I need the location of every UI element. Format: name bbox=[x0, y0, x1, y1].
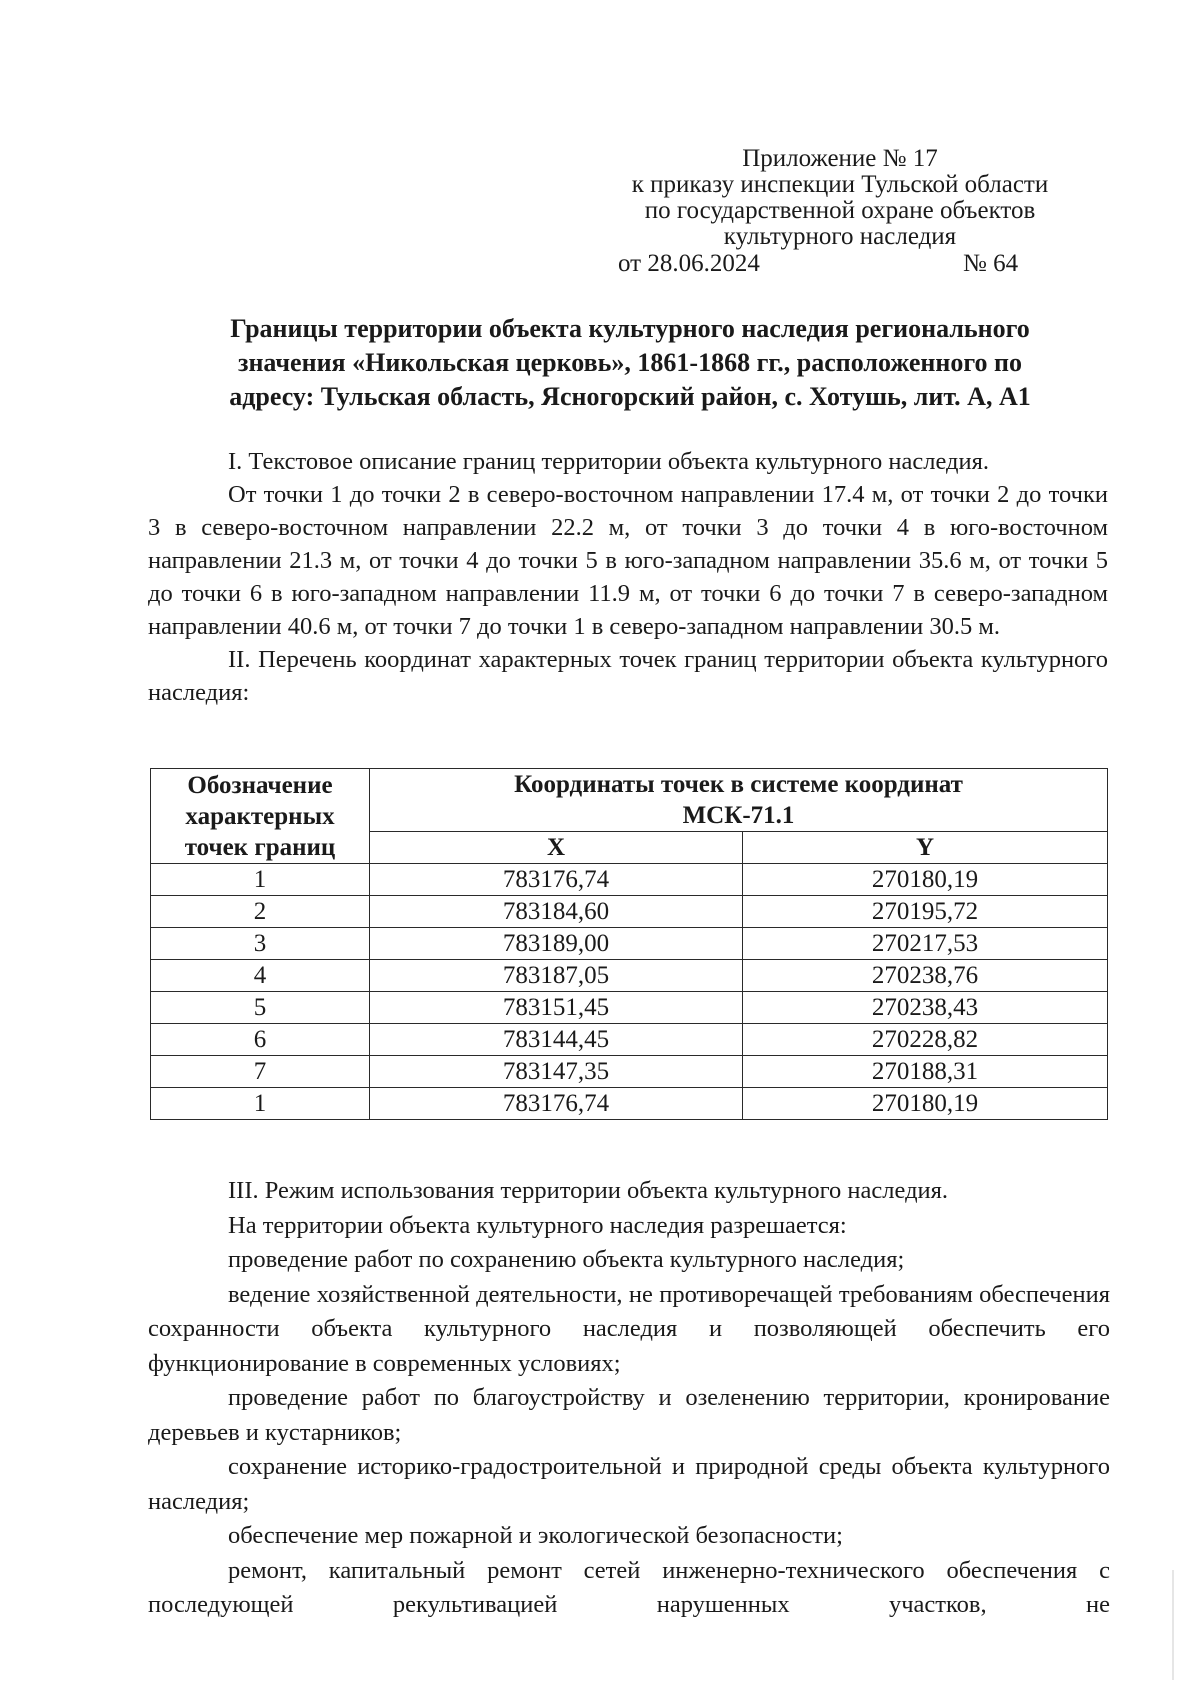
order-number: № 64 bbox=[963, 250, 1019, 277]
y-cell: 270180,19 bbox=[743, 864, 1108, 896]
table-row bbox=[151, 864, 1108, 896]
title-line-1: Границы территории объекта культурного наследия регионального bbox=[230, 314, 1030, 343]
list-item: проведение работ по благоустройству и озеленению территории, кронирование деревьев и кустарников; bbox=[148, 1384, 1110, 1446]
x-cell: 783176,74 bbox=[370, 1088, 743, 1120]
section-3 bbox=[148, 1174, 1110, 1623]
appendix-header bbox=[580, 146, 1100, 250]
document-title bbox=[150, 312, 1110, 414]
x-cell: 783144,45 bbox=[370, 1024, 743, 1056]
y-cell: 270180,19 bbox=[743, 1088, 1108, 1120]
table-row bbox=[151, 992, 1108, 1024]
section-1 bbox=[148, 445, 1108, 709]
x-cell: 783147,35 bbox=[370, 1056, 743, 1088]
list-item: обеспечение мер пожарной и экологической безопасности; bbox=[228, 1522, 843, 1549]
point-cell: 6 bbox=[151, 1024, 370, 1056]
list-item: проведение работ по сохранению объекта культурного наследия; bbox=[228, 1246, 905, 1273]
y-cell: 270228,82 bbox=[743, 1024, 1108, 1056]
point-cell: 7 bbox=[151, 1056, 370, 1088]
table-row bbox=[151, 896, 1108, 928]
title-line-2: значения «Никольская церковь», 1861-1868 гг., расположенного по bbox=[238, 348, 1022, 377]
list-item: сохранение историко-градостроительной и природной среды объекта культурного наследия; bbox=[148, 1453, 1110, 1515]
section-3-heading: III. Режим использования территории объекта культурного наследия. bbox=[228, 1177, 949, 1204]
y-cell: 270195,72 bbox=[743, 896, 1108, 928]
section-2-heading: II. Перечень координат характерных точек границ территории объекта культурного наследия: bbox=[148, 646, 1108, 706]
section-3-intro: На территории объекта культурного наследия разрешается: bbox=[228, 1211, 847, 1239]
scan-edge-mark bbox=[1172, 1570, 1174, 1680]
x-cell: 783189,00 bbox=[370, 928, 743, 960]
coordinates-table bbox=[150, 768, 1108, 1120]
section-1-text: От точки 1 до точки 2 в северо-восточном направлении 17.4 м, от точки 2 до точки 3 в северо-восточном направлении 22.2 м, от точки 3 до точки 4 в юго-восточном направлении 21.3 м, от точки 4 до точки 5 в юго-западном направлении 35.6 м, от точки 5 до точки 6 в юго-западном направлении 11.9 м, от точки 6 до точки 7 в северо-западном направлении 40.6 м, от точки 7 до точки 1 в северо-западном направлении 30.5 м. bbox=[148, 481, 1108, 640]
order-date: от 28.06.2024 bbox=[618, 250, 760, 277]
list-item: ведение хозяйственной деятельности, не противоречащей требованиям обеспечения сохранности объекта культурного наследия и позволяющей обеспечить его функционирование в современных условиях; bbox=[148, 1280, 1110, 1377]
title-line-3: адресу: Тульская область, Ясногорский район, с. Хотушь, лит. А, А1 bbox=[229, 382, 1031, 411]
table-row bbox=[151, 928, 1108, 960]
x-cell: 783184,60 bbox=[370, 896, 743, 928]
point-cell: 4 bbox=[151, 960, 370, 992]
point-cell: 1 bbox=[151, 1088, 370, 1120]
y-header: Y bbox=[743, 832, 1108, 864]
point-designation-header: Обозначение характерных точек границ bbox=[151, 769, 370, 864]
coordinate-system-header-line-2: МСК-71.1 bbox=[682, 802, 795, 829]
x-cell: 783176,74 bbox=[370, 864, 743, 896]
point-cell: 3 bbox=[151, 928, 370, 960]
x-cell: 783187,05 bbox=[370, 960, 743, 992]
appendix-heritage-line: культурного наследия bbox=[723, 223, 957, 250]
appendix-authority-line: по государственной охране объектов bbox=[644, 197, 1036, 224]
y-cell: 270188,31 bbox=[743, 1056, 1108, 1088]
x-header: X bbox=[370, 832, 743, 864]
table-row bbox=[151, 960, 1108, 992]
point-cell: 5 bbox=[151, 992, 370, 1024]
table-row bbox=[151, 1088, 1108, 1120]
point-cell: 1 bbox=[151, 864, 370, 896]
appendix-order-line: к приказу инспекции Тульской области bbox=[631, 171, 1049, 198]
coordinate-system-header-line-1: Координаты точек в системе координат bbox=[514, 771, 963, 798]
coordinate-system-header bbox=[370, 769, 1108, 832]
y-cell: 270238,43 bbox=[743, 992, 1108, 1024]
y-cell: 270238,76 bbox=[743, 960, 1108, 992]
appendix-number: Приложение № 17 bbox=[742, 145, 938, 172]
point-cell: 2 bbox=[151, 896, 370, 928]
section-1-heading: I. Текстовое описание границ территории объекта культурного наследия. bbox=[228, 448, 989, 475]
list-item: ремонт, капитальный ремонт сетей инженерно-технического обеспечения с последующей рекультивацией нарушенных участков, не bbox=[148, 1556, 1110, 1618]
x-cell: 783151,45 bbox=[370, 992, 743, 1024]
y-cell: 270217,53 bbox=[743, 928, 1108, 960]
table-row bbox=[151, 1024, 1108, 1056]
table-row bbox=[151, 1056, 1108, 1088]
